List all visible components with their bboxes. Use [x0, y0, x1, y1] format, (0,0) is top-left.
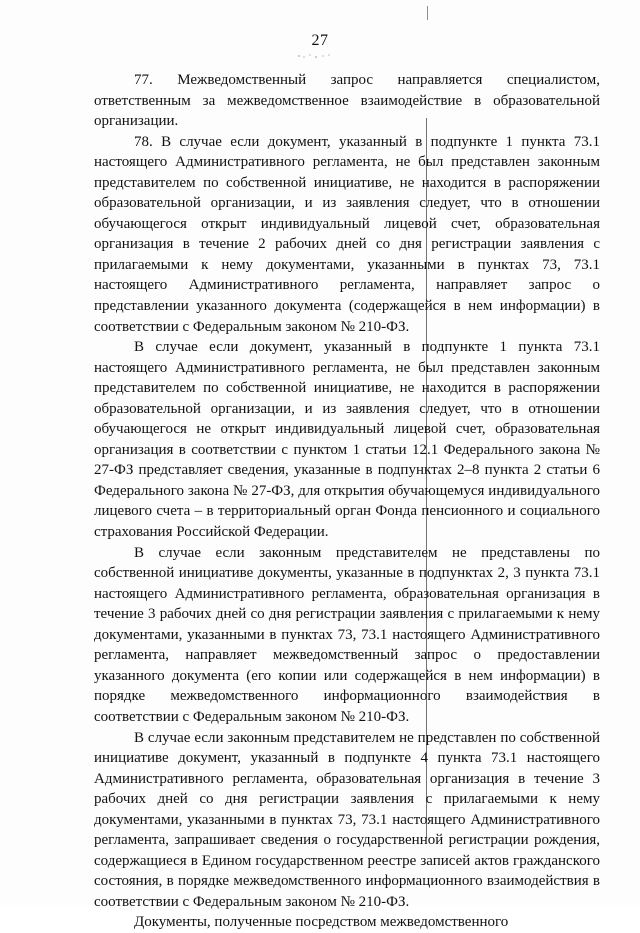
paragraph-77: 77. Межведомственный запрос направляется специалистом, ответственным за межведомственное взаимодействие в образовательной организации.: [94, 72, 600, 130]
paragraph-78-docs-2-3: В случае если законным представителем не представлены по собственной инициативе документы, указанные в подпунктах 2, 3 пункта 73.1 настоящего Административного регламента, образовательная организация в течение 3 рабочих дней со дня регистрации заявления с прилагаемыми к нему документами, указанными в пунктах 73, 73.1 настоящего Административного регламента, направляет межведомственный запрос о предоставлении указанного документа (его копии или содержащейся в нем информации) в порядке межведомственного информационного взаимодействия в соответствии с Федеральным законом № 210-ФЗ.: [94, 544, 600, 725]
scan-noise-dots: [296, 52, 336, 60]
paragraph-78: 78. В случае если документ, указанный в подпункте 1 пункта 73.1 настоящего Административного регламента, не был представлен законным представителем по собственной инициативе, не находится в распоряжении образовательной организации, и из заявления следует, что в отношении обучающегося открыт индивидуальный лицевой счет, образовательная организация в течение 2 рабочих дней со дня регистрации заявления с прилагаемыми к нему документами, указанными в пунктах 73, 73.1 настоящего Административного регламента, направляет запрос о представлении указанного документа (содержащейся в нем информации) в соответствии с Федеральным законом № 210-ФЗ.: [94, 133, 600, 335]
paragraph-documents-received: Документы, полученные посредством межведомственного: [134, 914, 509, 931]
page-number: 27: [311, 32, 329, 49]
document-body: [94, 70, 600, 933]
paragraph-78-no-account: В случае если документ, указанный в подпункте 1 пункта 73.1 настоящего Административного регламента, не был представлен законным представителем по собственной инициативе, не находится в распоряжении образовательной организации, и из заявления следует, что в отношении обучающегося не открыт индивидуальный лицевой счет, образовательная организация в соответствии с пунктом 1 статьи 12.1 Федерального закона № 27-ФЗ представляет сведения, указанные в подпунктах 2–8 пункта 2 статьи 6 Федерального закона № 27-ФЗ, для открытия обучающемуся индивидуального лицевого счета – в территориальный орган Фонда пенсионного и социального страхования Российской Федерации.: [94, 339, 600, 541]
scan-fold-mark-top: [427, 6, 428, 20]
paragraph-78-doc-4: В случае если законным представителем не представлен по собственной инициативе документ, указанный в подпункте 4 пункта 73.1 настоящего Административного регламента, образовательная организация в течение 3 рабочих дней со дня регистрации заявления с прилагаемыми к нему документами, указанными в пунктах 73, 73.1 настоящего Административного регламента, запрашивает сведения о государственной регистрации рождения, содержащиеся в Едином государственном реестре записей актов гражданского состояния, в порядке межведомственного информационного взаимодействия в соответствии с Федеральным законом № 210-ФЗ.: [94, 729, 600, 910]
